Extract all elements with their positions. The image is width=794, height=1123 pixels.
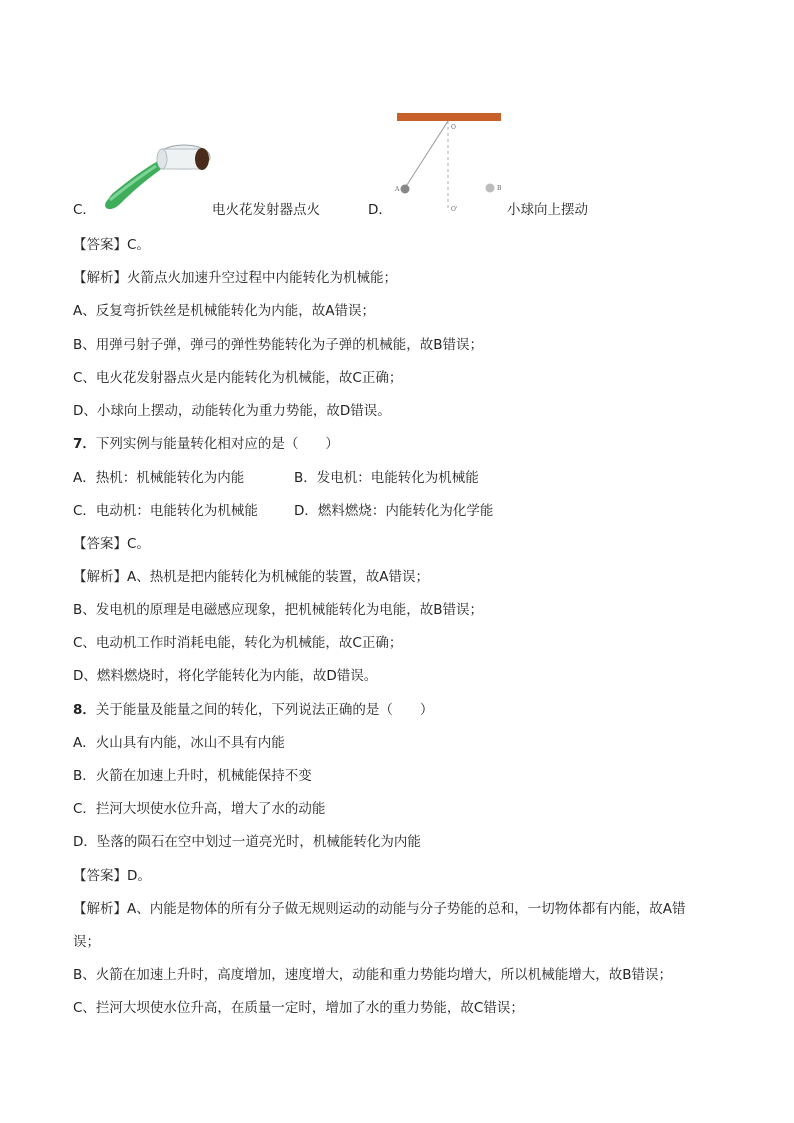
q8-analysis-line: 【解析】A、内能是物体的所有分子做无规则运动的动能与分子势能的总和，一切物体都有内能，故A错 — [73, 901, 686, 917]
q7-stem — [73, 435, 339, 453]
pendulum-letter-a: A — [395, 186, 400, 193]
q7-option-c: C．电动机：电能转化为机械能 — [73, 503, 258, 519]
pendulum-letter-o-prime: O' — [451, 206, 458, 213]
pendulum-letter-o: O — [451, 124, 456, 131]
q8-option-d: D．坠落的陨石在空中划过一道亮光时，机械能转化为内能 — [73, 834, 421, 850]
q6-answer: 【答案】C。 — [73, 237, 150, 253]
q6-analysis-line: B、用弹弓射子弹，弹弓的弹性势能转化为子弹的机械能，故B错误； — [73, 337, 484, 353]
q8-option-c: C．拦河大坝使水位升高，增大了水的动能 — [73, 801, 326, 817]
q6-analysis-line: 【解析】火箭点火加速升空过程中内能转化为机械能； — [73, 270, 397, 286]
option-d-caption: 小球向上摆动 — [507, 202, 588, 218]
q8-analysis-line: 误； — [73, 934, 100, 950]
q7-analysis-line: C、电动机工作时消耗电能，转化为机械能，故C正确； — [73, 635, 403, 651]
spark-igniter-illustration — [98, 140, 213, 215]
option-c-label: C． — [73, 202, 96, 218]
q7-option-b: B．发电机：电能转化为机械能 — [294, 470, 479, 486]
pendulum-letter-b: B — [497, 185, 502, 192]
q8-option-a: A．火山具有内能，冰山不具有内能 — [73, 735, 285, 751]
q6-analysis-line: C、电火花发射器点火是内能转化为机械能，故C正确； — [73, 370, 403, 386]
q6-analysis-line: A、反复弯折铁丝是机械能转化为内能，故A错误； — [73, 303, 375, 319]
q8-option-b: B．火箭在加速上升时，机械能保持不变 — [73, 768, 312, 784]
q8-stem — [73, 701, 433, 719]
q7-stem-text: 下列实例与能量转化相对应的是（ ） — [95, 436, 339, 452]
q8-analysis-line: B、火箭在加速上升时，高度增加，速度增大，动能和重力势能均增大，所以机械能增大，故B错误； — [73, 967, 673, 983]
q8-stem-text: 关于能量及能量之间的转化，下列说法正确的是（ ） — [95, 702, 434, 718]
option-d-label: D． — [368, 202, 392, 218]
q7-number: 7． — [73, 436, 96, 452]
q8-number: 8． — [73, 702, 96, 718]
q7-analysis-line: D、燃料燃烧时，将化学能转化为内能，故D错误。 — [73, 668, 378, 684]
q7-option-a: A．热机：机械能转化为内能 — [73, 470, 245, 486]
q6-analysis-line: D、小球向上摆动，动能转化为重力势能，故D错误。 — [73, 403, 391, 419]
option-c-caption: 电火花发射器点火 — [212, 202, 320, 218]
pendulum-illustration — [393, 110, 505, 215]
q7-analysis-line: B、发电机的原理是电磁感应现象，把机械能转化为电能，故B错误； — [73, 602, 484, 618]
q7-answer: 【答案】C。 — [73, 536, 150, 552]
q8-analysis-line: C、拦河大坝使水位升高，在质量一定时，增加了水的重力势能，故C错误； — [73, 1000, 524, 1016]
q7-option-d: D．燃料燃烧：内能转化为化学能 — [294, 503, 494, 519]
q7-analysis-line: 【解析】A、热机是把内能转化为机械能的装置，故A错误； — [73, 569, 429, 585]
q8-answer: 【答案】D。 — [73, 868, 151, 884]
